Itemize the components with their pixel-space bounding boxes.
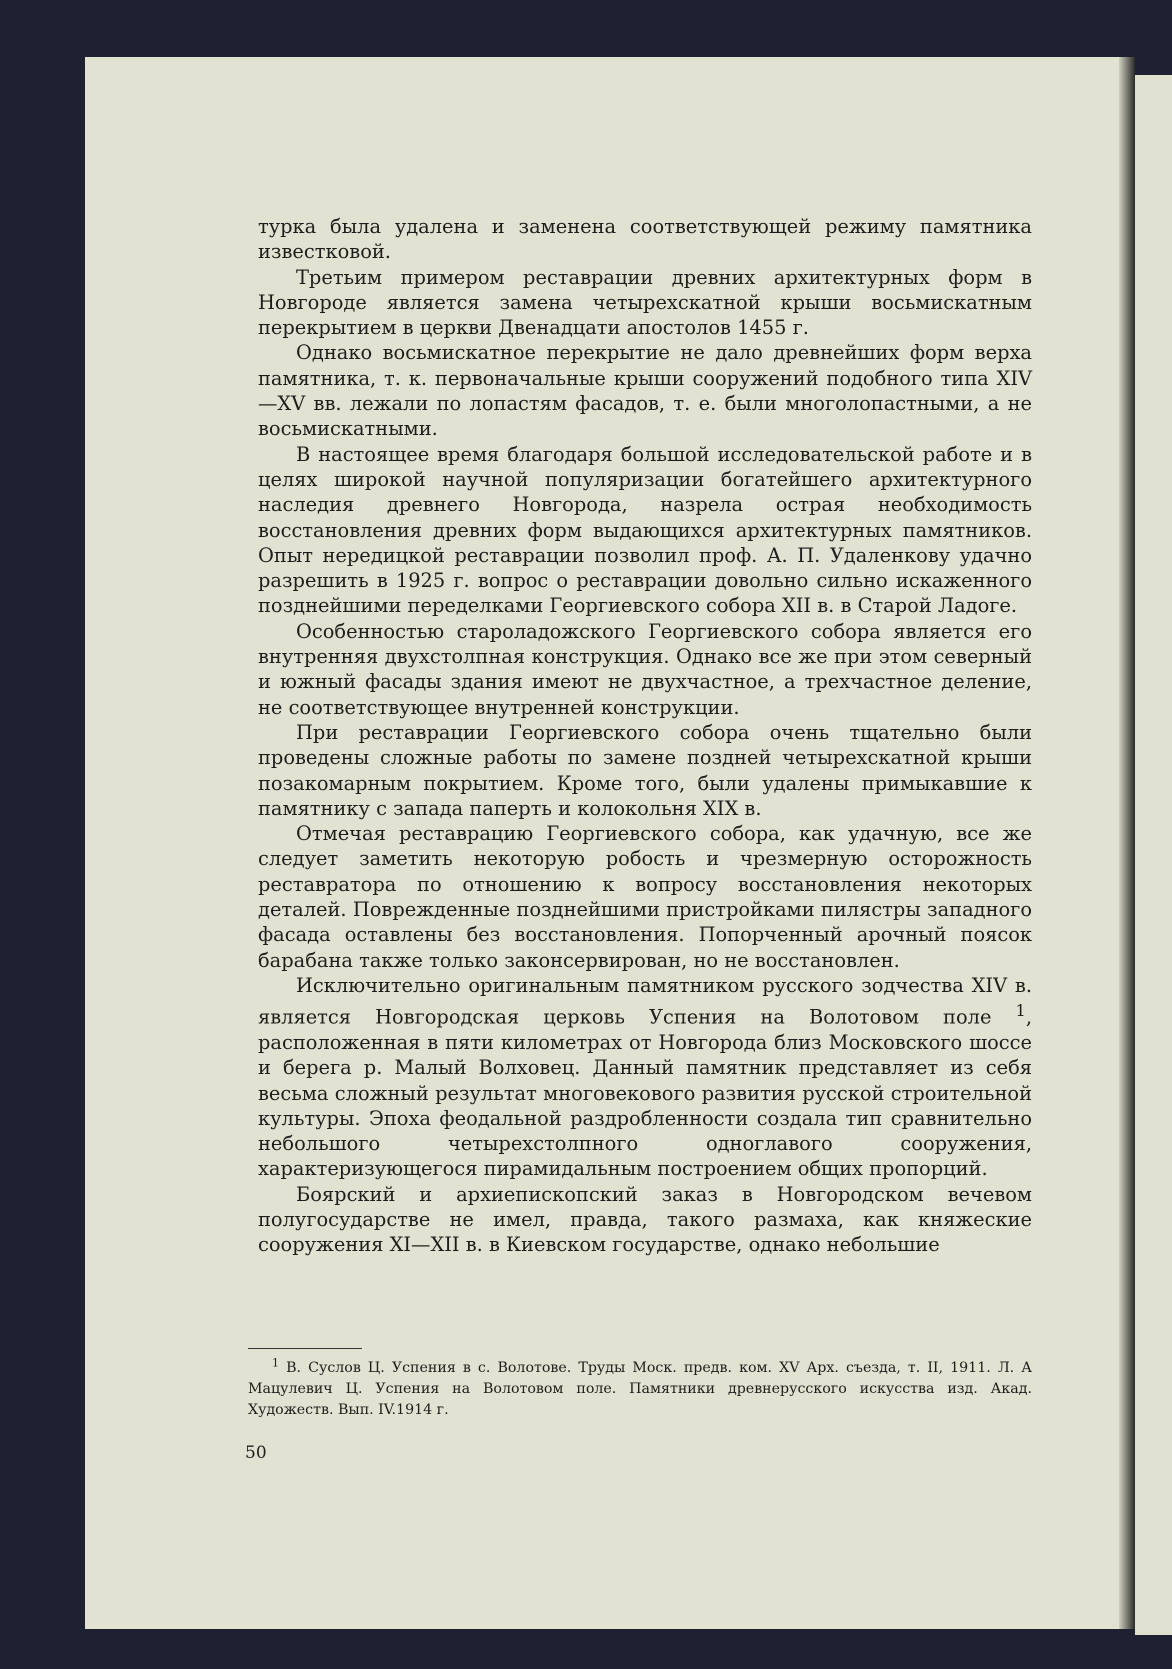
main-text [258, 214, 1032, 1258]
page-edge-shadow [1119, 57, 1135, 1629]
paragraph: Однако восьмискатное перекрытие не дало древнейших форм верха памятника, т. к. первоначальные крыши сооружений подобного типа XIV—XV вв. лежали по лопастям фасадов, т. е. были многолопастными, а не восьмискатными. [258, 341, 1032, 441]
paragraph: В настоящее время благодаря большой исследовательской работе и в целях широкой научной популяризации богатейшего архитектурного наследия древнего Новгорода, назрела острая необходимость восстановления древних форм выдающихся архитектурных памятников. Опыт нередицкой реставрации позволил проф. А. П. Удаленкову удачно разрешить в 1925 г. вопрос о реставрации довольно сильно искаженного позднейшими переделками Георгиевского собора XII в. в Старой Ладоге. [258, 442, 1032, 618]
paragraph: Особенностью староладожского Георгиевского собора является его внутренняя двухстолпная конструкция. Однако все же при этом северный и южный фасады здания имеют не двухчастное, а трехчастное деление, не соответствующее внутренней конструкции. [258, 619, 1032, 719]
paragraph: Боярский и архиепископский заказ в Новгородском вечевом полугосударстве не имел, правда, такого размаха, как княжеские сооружения XI—XII в. в Киевском государстве, однако небольшие [258, 1182, 1032, 1257]
paragraph [258, 973, 1032, 1182]
paragraph-text: , расположенная в пяти километрах от Новгорода близ Московского шоссе и берега р. Малый Волховец. Данный памятник представляет из себя весьма сложный результат многовекового развития русской строительной культуры. Эпоха феодальной раздробленности создала тип сравнительно небольшого четырехстолпного одноглавого сооружения, характеризующегося пирамидальным построением общих пропорций. [258, 1005, 1032, 1181]
footnote [248, 1358, 1032, 1421]
page-number: 50 [245, 1443, 267, 1463]
footnote-divider [248, 1348, 362, 1349]
footnote-mark: 1 [272, 1356, 279, 1370]
footnote-text: В. Суслов Ц. Успения в с. Волотове. Труды Моск. предв. ком. XV Арх. съезда, т. II, 1911. Л. А Мацулевич Ц. Успения на Волотовом поле. Памятники древнерусского искусства изд. Акад. Художеств. Вып. IV.1914 г. [248, 1360, 1032, 1418]
adjacent-page-edge [1135, 75, 1172, 1635]
paragraph-text: Исключительно оригинальным памятником русского зодчества XIV в. является Новгородская церковь Успения на Волотовом поле [258, 973, 1032, 1029]
paragraph: турка была удалена и заменена соответствующей режиму памятника известковой. [258, 215, 1032, 264]
paragraph: Отмечая реставрацию Георгиевского собора, как удачную, все же следует заметить некоторую робость и чрезмерную осторожность реставратора по отношению к вопросу восстановления некоторых деталей. Поврежденные позднейшими пристройками пилястры западного фасада оставлены без восстановления. Попорченный арочный поясок барабана также только законсервирован, но не восстановлен. [258, 822, 1032, 972]
paragraph: Третьим примером реставрации древних архитектурных форм в Новгороде является замена четырехскатной крыши восьмискатным перекрытием в церкви Двенадцати апостолов 1455 г. [258, 265, 1032, 340]
paragraph: При реставрации Георгиевского собора очень тщательно были проведены сложные работы по замене поздней четырехскатной крыши позакомарным покрытием. Кроме того, были удалены примыкавшие к памятнику с запада паперть и колокольня XIX в. [258, 720, 1032, 820]
footnotes [248, 1358, 1032, 1421]
footnote-reference: 1 [1015, 1001, 1026, 1021]
